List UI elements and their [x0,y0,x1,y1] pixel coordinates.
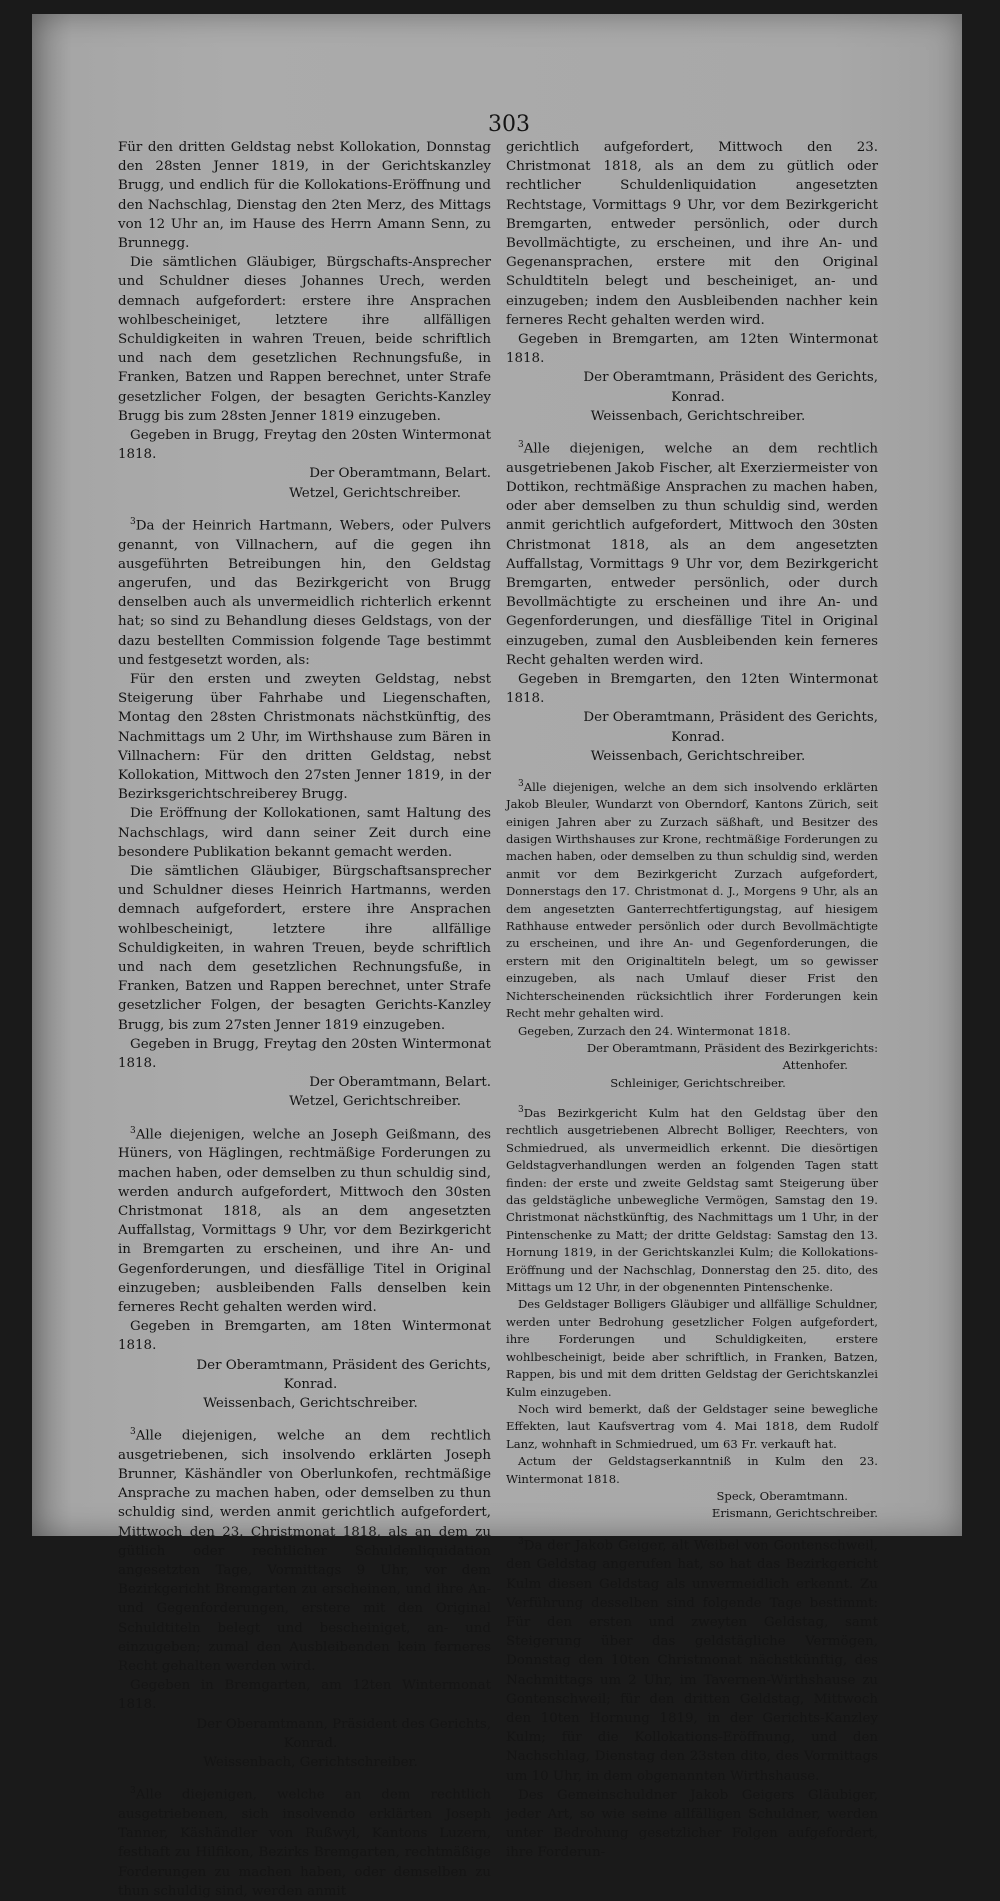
notice-paragraph: $^3$Alle diejenigen, welche an dem rechtlich ausgetriebenen Jakob Fischer, alt Exerziermeister von Dottikon, rechtmäßige Ansprachen zu machen haben, oder aber demselben zu thun schuldig sind, werden anmit gerichtlich aufgefordert, Mittwoch den 30sten Christmonat 1818, als an dem angesetzten Auffallstag, Vormittags 9 Uhr vor, dem Bezirkgericht Bremgarten, entweder persönlich, oder durch Bevollmächtigte zu erscheinen und ihre An- und Gegenforderungen, und diesfällige Titel in Original einzugeben, zumal den Ausbleibenden kein ferneres Recht gehalten werden wird. [506,440,878,668]
paragraph: Für den dritten Geldstag nebst Kollokation, Donnstag den 28sten Jenner 1819, in der Gerichtskanzley Brugg, und endlich für die Kollokations-Eröffnung und den Nachschlag, Dienstag den 2ten Merz, des Mittags von 12 Uhr an, im Hause des Herrn Amann Senn, zu Brunnegg. [118,140,491,252]
notice-paragraph: $^3$Alle diejenigen, welche an dem rechtlich ausgetriebenen, sich insolvendo erklärten Joseph Tanner, Käshändler von Rußwyl, Kantons Luzern, festhaft zu Hilfikon, Bezirks Bremgarten, rechtmäßige Forderungen zu machen haben, oder demselben zu thun schuldig sind, werden anmit [118,1786,491,1899]
paragraph: Die Eröffnung der Kollokationen, samt Haltung des Nachschlags, wird dann seiner Zeit durch eine besondere Publikation bekannt gemacht werden. [118,806,491,860]
signature-line: Weissenbach, Gerichtschreiber. [590,408,806,424]
notice-paragraph: $^3$Alle diejenigen, welche an dem rechtlich ausgetriebenen, sich insolvendo erklärten Joseph Brunner, Käshändler von Oberlunkofen, rechtmäßige Ansprache zu machen haben, oder demselben zu thun schuldig sind, werden anmit gerichtlich aufgefordert, Mittwoch den 23. Christmonat 1818, als an dem zu gütlich oder rechtlicher Schuldenliquidation angesetzten Tage, Vormittags 9 Uhr, vor dem Bezirkgericht Bremgarten zu erscheinen, und ihre An- und Gegenforderungen, erstere mit den Original Schuldtiteln belegt und bescheiniget, an- und einzugeben; zumal den Ausbleibenden kein ferneres Recht gehalten werden wird. [118,1427,491,1675]
signature-line: Konrad. [283,1376,338,1392]
notice-paragraph: $^3$Alle diejenigen, welche an Joseph Geißmann, des Hüners, von Häglingen, rechtmäßige Forderungen zu machen haben, oder demselben zu thun schuldig sind, werden andurch aufgefordert, Mittwoch den 30sten Christmonat 1818, als an dem angesetzten Auffallstag, Vormittags 9 Uhr, vor dem Bezirkgericht in Bremgarten zu erscheinen, und ihre An- und Gegenforderungen, und diesfällige Titel in Original einzugeben; ausbleibenden Falls denselben kein ferneres Recht gehalten werden wird. [118,1125,491,1315]
paragraph: Gegeben in Bremgarten, den 12ten Wintermonat 1818. [506,671,878,707]
signature-line: Speck, Oberamtmann. [716,1488,848,1503]
signature-line: Der Oberamtmann, Präsident des Gerichts, [583,710,878,726]
paragraph: Actum der Geldstagserkanntniß in Kulm den 23. Wintermonat 1818. [506,1454,878,1486]
paragraph: Gegeben in Brugg, Freytag den 20sten Wintermonat 1818. [118,1036,491,1072]
paragraph: Gegeben in Bremgarten, am 18ten Wintermonat 1818. [118,1319,491,1354]
notice-text: Alle diejenigen, welche an dem rechtlich ausgetriebenen, sich insolvendo erklärten Joseph Brunner, Käshändler von Oberlunkofen, rechtmäßige Ansprache zu machen haben, oder demselben zu thun schuldig sind, werden anmit gerichtlich aufgefordert, Mittwoch den 23. Christmonat 1818, als an dem zu gütlich oder rechtlicher Schuldenliquidation angesetzten Tage, Vormittags 9 Uhr, vor dem Bezirkgericht Bremgarten zu erscheinen, und ihre An- und Gegenforderungen, erstere mit den Original Schuldtiteln belegt und bescheiniget, an- und einzugeben; zumal den Ausbleibenden kein ferneres Recht gehalten werden wird. [118,1428,491,1675]
paragraph: Für den ersten und zweyten Geldstag, nebst Steigerung über Fahrhabe und Liegenschaften, Montag den 28sten Christmonats nächstkünftig, des Nachmittags um 2 Uhr, im Wirthshause zum Bären in Villnachern: Für den dritten Geldstag, nebst Kollokation, Mittwoch den 27sten Jenner 1819, in der Bezirksgerichtschreiberey Brugg. [118,671,491,803]
signature-line: Der Oberamtmann, Belart. [309,466,491,482]
signature-line: Der Oberamtmann, Präsident des Gerichts, [196,1357,491,1373]
newspaper-page [32,14,962,1899]
signature-line: Der Oberamtmann, Präsident des Bezirkgerichts: [586,1040,878,1055]
signature-line: Konrad. [671,389,725,405]
signature-line: Der Oberamtmann, Belart. [309,1075,491,1091]
paragraph: Gegeben in Bremgarten, am 12ten Wintermonat 1818. [506,332,878,367]
paragraph: gerichtlich aufgefordert, Mittwoch den 23. Christmonat 1818, als an dem zu gütlich oder rechtlicher Schuldenliquidation angesetzten Rechtstage, Vormittags 9 Uhr, vor dem Bezirkgericht Bremgarten, entweder persönlich, oder durch Bevollmächtigte, zu erscheinen, und ihre An- und Gegenansprachen, erstere mit den Original Schuldtiteln belegt und bescheiniget, an- und einzugeben; indem den Ausbleibenden nachher kein ferneres Recht gehalten werden wird. [506,140,878,328]
signature-line: Erismann, Gerichtschreiber. [711,1506,878,1521]
paragraph: Die sämtlichen Gläubiger, Bürgschaftsansprecher und Schuldner dieses Heinrich Hartmanns, werden demnach aufgefordert, erstere ihre Ansprachen wohlbescheinigt, letztere ihre allfällige Schuldigkeiten, in wahren Treuen, beyde schriftlich und nach dem gesetzlichen Rechnungsfuße, in Franken, Batzen und Rappen berechnet, unter Strafe gesetzlicher Folgen, der besagten Gerichts-Kanzley Brugg, bis zum 27sten Jenner 1819 einzugeben. [118,863,491,1033]
notice-text: Alle diejenigen, welche an dem rechtlich ausgetriebenen Jakob Fischer, alt Exerziermeister von Dottikon, rechtmäßige Ansprachen zu machen haben, oder aber demselben zu thun schuldig sind, werden anmit gerichtlich aufgefordert, Mittwoch den 30sten Christmonat 1818, als an dem angesetzten Auffallstag, Vormittags 9 Uhr vor, dem Bezirkgericht Bremgarten, entweder persönlich, oder durch Bevollmächtigte zu erscheinen und ihre An- und Gegenforderungen, und diesfällige Titel in Original einzugeben, zumal den Ausbleibenden kein ferneres Recht gehalten werden wird. [506,441,878,668]
signature-line: Weissenbach, Gerichtschreiber. [203,1755,418,1771]
signature-line: Attenhofer. [782,1058,848,1073]
notice-text: Das Bezirkgericht Kulm hat den Geldstag über den rechtlich ausgetriebenen Albrecht Bolliger, Reechters, von Schmiedrued, als unvermeidlich erkennt. Die diesörtigen Geldstagverhandlungen werden an folgenden Tagen statt finden: der erste und zweite Geldstag samt Steigerung über das geldstägliche unbewegliche Vermögen, Samstag den 19. Christmonat nächstkünftig, des Nachmittags um 1 Uhr, in der Pintenschenke zu Matt; der dritte Geldstag: Samstag den 13. Hornung 1819, in der Gerichtskanzlei Kulm; die Kollokations-Eröffnung und der Nachschlag, Donnerstag den 25. dito, des Mittags um 12 Uhr, in der obgenennten Pintenschenke. [506,1106,878,1295]
signature-line: Wetzel, Gerichtschreiber. [289,485,461,501]
notice-text: Alle diejenigen, welche an dem rechtlich ausgetriebenen, sich insolvendo erklärten Joseph Tanner, Käshändler von Rußwyl, Kantons Luzern, festhaft zu Hilfikon, Bezirks Bremgarten, rechtmäßige Forderungen zu machen haben, oder demselben zu thun schuldig sind, werden anmit [118,1787,491,1899]
paragraph: Gegeben in Bremgarten, am 12ten Wintermonat 1818. [118,1678,491,1713]
paragraph: Noch wird bemerkt, daß der Geldstager seine bewegliche Effekten, laut Kaufsvertrag vom 4. Mai 1818, dem Rudolf Lanz, wohnhaft in Schmiedrued, um 63 Fr. verkauft hat. [506,1401,878,1451]
signature-line: Weissenbach, Gerichtschreiber. [203,1395,418,1411]
signature-line: Konrad. [283,1735,338,1751]
notice-text: Alle diejenigen, welche an Joseph Geißmann, des Hüners, von Häglingen, rechtmäßige Forderungen zu machen haben, oder demselben zu thun schuldig sind, werden andurch aufgefordert, Mittwoch den 30sten Christmonat 1818, als an dem angesetzten Auffallstag, Vormittags 9 Uhr, vor dem Bezirkgericht in Bremgarten zu erscheinen, und ihre An- und Gegenforderungen, und diesfällige Titel in Original einzugeben; ausbleibenden Falls denselben kein ferneres Recht gehalten werden wird. [118,1127,491,1315]
notice-paragraph: $^3$Da der Heinrich Hartmann, Webers, oder Pulvers genannt, von Villnachern, auf die gegen ihn ausgeführten Betreibungen hin, den Geldstag angerufen, und das Bezirkgericht von Brugg denselben auch als unvermeidlich richterlich erkennt hat; so sind zu Behandlung dieses Geldstags, von der dazu bestellten Commission folgende Tage bestimmt und festgesetzt worden, als: [118,516,491,668]
paragraph: Des Geldstager Bolligers Gläubiger und allfällige Schuldner, werden unter Bedrohung gesetzlicher Folgen aufgefordert, ihre Forderungen und Schuldigkeiten, erstere wohlbescheinigt, beide aber schriftlich, in Franken, Batzen, Rappen, bis und mit dem dritten Geldstag der Gerichtskanzlei Kulm einzugeben. [506,1297,878,1399]
notice-paragraph: $^3$Alle diejenigen, welche an dem sich insolvendo erklärten Jakob Bleuler, Wundarzt von Oberndorf, Kantons Zürich, seit einigen Jahren aber zu Zurzach säßhaft, und Besitzer des dasigen Wirthshauses zur Krone, rechtmäßige Forderungen zu machen haben, oder demselben zu thun schuldig sind, werden anmit vor dem Bezirkgericht Zurzach aufgefordert, Donnerstags den 17. Christmonat d. J., Morgens 9 Uhr, als an dem angesetzten Ganterrechtfertigungstag, auf hiesigem Rathhause entweder persönlich oder durch Bevollmächtigte zu erscheinen, und ihre An- und Gegenforderungen, die erstern mit den Originaltiteln belegt, um so gewisser einzugeben, als nach Umlauf dieser Frist den Nichterscheinenden rücksichtlich ihrer Forderungen kein Recht mehr gehalten wird. [506,778,878,1021]
signature-line: Weissenbach, Gerichtschreiber. [590,748,806,764]
notice-paragraph: $^3$Das Bezirkgericht Kulm hat den Geldstag über den rechtlich ausgetriebenen Albrecht Bolliger, Reechters, von Schmiedrued, als unvermeidlich erkennt. Die diesörtigen Geldstagverhandlungen werden an folgenden Tagen statt finden: der erste und zweite Geldstag samt Steigerung über das geldstägliche unbewegliche Vermögen, Samstag den 19. Christmonat nächstkünftig, des Nachmittags um 1 Uhr, in der Pintenschenke zu Matt; der dritte Geldstag: Samstag den 13. Hornung 1819, in der Gerichtskanzlei Kulm; die Kollokations-Eröffnung und der Nachschlag, Donnerstag den 25. dito, des Mittags um 12 Uhr, in der obgenennten Pintenschenke. [506,1105,878,1295]
notice-text: Da der Heinrich Hartmann, Webers, oder Pulvers genannt, von Villnachern, auf die gegen ihn ausgeführten Betreibungen hin, den Geldstag angerufen, und das Bezirkgericht von Brugg denselben auch als unvermeidlich richterlich erkennt hat; so sind zu Behandlung dieses Geldstags, von der dazu bestellten Commission folgende Tage bestimmt und festgesetzt worden, als: [118,518,491,668]
paragraph: Gegeben, Zurzach den 24. Wintermonat 1818. [518,1023,791,1038]
small-print-section [506,776,878,1523]
signature-line: Konrad. [671,729,725,745]
notice-text: Alle diejenigen, welche an dem sich insolvendo erklärten Jakob Bleuler, Wundarzt von Oberndorf, Kantons Zürich, seit einigen Jahren aber zu Zurzach säßhaft, und Besitzer des dasigen Wirthshauses zur Krone, rechtmäßige Forderungen zu machen haben, oder demselben zu thun schuldig sind, werden anmit vor dem Bezirkgericht Zurzach aufgefordert, Donnerstags den 17. Christmonat d. J., Morgens 9 Uhr, als an dem angesetzten Ganterrechtfertigungstag, auf hiesigem Rathhause entweder persönlich oder durch Bevollmächtigte zu erscheinen, und ihre An- und Gegenforderungen, die erstern mit den Originaltiteln belegt, um so gewisser einzugeben, als nach Umlauf dieser Frist den Nichterscheinenden rücksichtlich ihrer Forderungen kein Recht mehr gehalten wird. [506,779,878,1021]
signature-line: Schleiniger, Gerichtschreiber. [610,1075,786,1090]
notice-text: Da der Jakob Geiger, alt Weibel von Gontenschweil, den Geldstag angerufen hat, so hat das Bezirkgericht Kulm diesen Geldstag als unvermeidlich erkennt. Zu Verführung desselben sind folgende Tage bestimmt: Für den ersten und zweyten Geldstag, samt Steigerung über das geldstägliche Vermögen, Donnstag den 10ten Christmonat nächstkünftig, des Nachmittags um 2 Uhr, im Tavernen-Wirthshause zu Gontenschweil; für den dritten Geldstag, Mittwoch den 10ten Hornung 1819, in der Gerichts-Kanzley Kulm; für die Kollokations-Eröffnung, und den Nachschlag, Dienstag den 23sten dito, des Vormittags um 10 Uhr, in dem obgenannten Wirthshause. [506,1538,878,1784]
notice-paragraph: $^3$Da der Jakob Geiger, alt Weibel von Gontenschweil, den Geldstag angerufen hat, so hat das Bezirkgericht Kulm diesen Geldstag als unvermeidlich erkennt. Zu Verführung desselben sind folgende Tage bestimmt: Für den ersten und zweyten Geldstag, samt Steigerung über das geldstägliche Vermögen, Donnstag den 10ten Christmonat nächstkünftig, des Nachmittags um 2 Uhr, im Tavernen-Wirthshause zu Gontenschweil; für den dritten Geldstag, Mittwoch den 10ten Hornung 1819, in der Gerichts-Kanzley Kulm; für die Kollokations-Eröffnung, und den Nachschlag, Dienstag den 23sten dito, des Vormittags um 10 Uhr, in dem obgenannten Wirthshause. [506,1536,878,1784]
signature-line: Der Oberamtmann, Präsident des Gerichts, [196,1716,491,1732]
paragraph: Gegeben in Brugg, Freytag den 20sten Wintermonat 1818. [118,428,491,463]
paragraph: Die sämtlichen Gläubiger, Bürgschafts-Ansprecher und Schuldner dieses Johannes Urech, werden demnach aufgefordert: erstere ihre Ansprachen wohlbescheiniget, letztere ihre allfälligen Schuldigkeiten in wahren Treuen, beide schriftlich und nach dem gesetzlichen Rechnungsfuße, in Franken, Batzen und Rappen berechnet, unter Strafe gesetzlicher Folgen, der besagten Gerichts-Kanzley Brugg bis zum 28sten Jenner 1819 einzugeben. [118,255,491,424]
paragraph: Des Gemeinschuldner Jakob Geigers Gläubiger, jeder Art, so wie seine allfälligen Schuldner, werden unter Bedrohung gesetzlicher Folgen aufgefordert, ihre Forderun- [506,1787,878,1861]
signature-line: Wetzel, Gerichtschreiber. [289,1094,461,1110]
left-column [118,138,491,1901]
page-number: 303 [488,112,530,137]
signature-line: Der Oberamtmann, Präsident des Gerichts, [583,370,878,386]
right-column [506,138,878,1863]
